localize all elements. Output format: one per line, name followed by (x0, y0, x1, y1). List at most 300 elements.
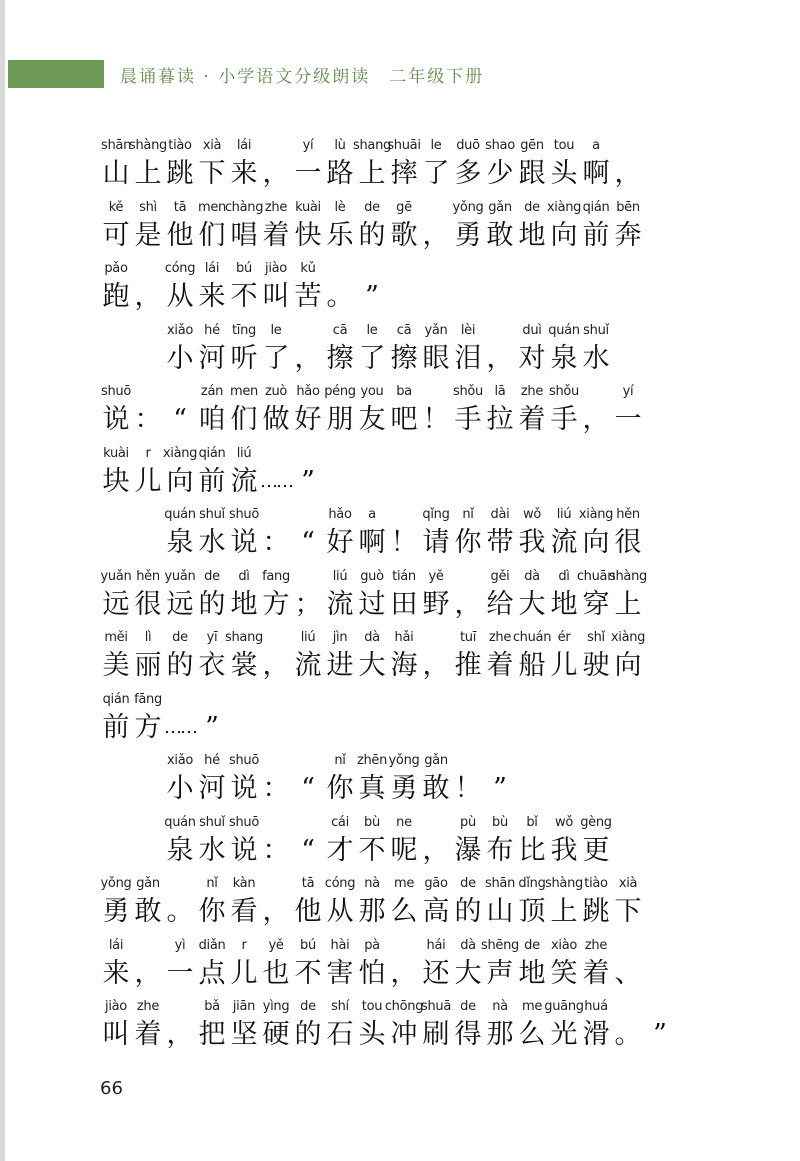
pinyin: shuō (228, 507, 259, 522)
pinyin: gǎn (488, 199, 512, 215)
ruby-char (356, 628, 388, 684)
pinyin: tīng (231, 322, 256, 338)
ruby-char (452, 751, 484, 807)
hanzi: 向 (582, 527, 610, 558)
ruby-char (612, 936, 644, 992)
ruby-char (132, 997, 164, 1053)
hanzi: 、 (614, 957, 642, 989)
hanzi: 滑 (582, 1019, 610, 1050)
hanzi: 不 (230, 281, 258, 312)
ruby-char (388, 505, 420, 561)
hanzi: 上 (358, 158, 386, 189)
pinyin: huá (584, 999, 608, 1014)
pinyin: shān (484, 876, 516, 891)
pinyin: a (368, 507, 376, 522)
ruby-char (580, 628, 612, 684)
pinyin: duō (456, 138, 480, 153)
ruby-char (196, 997, 228, 1053)
text-line (100, 321, 740, 383)
pinyin: chōng (384, 999, 424, 1014)
hanzi: 拉 (486, 404, 514, 435)
pinyin: ba (396, 384, 412, 399)
pinyin: zán (200, 384, 224, 399)
hanzi: 下 (614, 896, 642, 927)
hanzi: 笑 (550, 957, 578, 989)
ruby-char (516, 321, 548, 377)
ruby-char (164, 567, 196, 623)
ruby-char (452, 136, 484, 192)
hanzi: 的 (198, 588, 226, 620)
ruby-char (484, 751, 516, 807)
pinyin: yě (268, 937, 284, 953)
pinyin: gěi (490, 568, 510, 584)
hanzi: 进 (326, 650, 354, 681)
hanzi: 快 (294, 219, 322, 251)
pinyin: hài (330, 937, 350, 953)
ruby-char (516, 505, 548, 561)
hanzi: 跳 (166, 158, 194, 189)
ruby-char (580, 997, 612, 1053)
pinyin: fāng (134, 691, 162, 707)
ruby-char (324, 136, 356, 192)
ruby-char (548, 567, 580, 623)
hanzi: 水 (198, 527, 226, 558)
hanzi: 是 (134, 219, 162, 251)
pinyin: xià (202, 138, 222, 153)
hanzi: 裳 (230, 650, 258, 681)
hanzi: ， (486, 342, 514, 374)
hanzi: 地 (518, 219, 546, 251)
hanzi: 手 (454, 404, 482, 435)
hanzi: 呢 (390, 834, 418, 866)
pinyin: kuài (295, 199, 321, 215)
ruby-char (228, 936, 260, 992)
ruby-char (100, 198, 132, 254)
text-line (100, 874, 740, 936)
hanzi: 的 (454, 896, 482, 927)
ruby-char (228, 259, 260, 315)
ruby-char (580, 321, 612, 377)
pinyin: cóng (164, 261, 196, 276)
ruby-char (516, 997, 548, 1053)
ruby-char (228, 382, 260, 438)
pinyin: qián (102, 691, 130, 707)
hanzi: 你 (326, 773, 354, 804)
hanzi: 美 (102, 650, 130, 681)
hanzi: 小 (166, 773, 194, 804)
pinyin: xiàng (610, 630, 646, 645)
pinyin: shuō (228, 814, 259, 830)
hanzi: 大 (518, 588, 546, 620)
ruby-char (548, 198, 580, 254)
ruby-char (260, 505, 292, 561)
pinyin: guò (360, 568, 384, 584)
ruby-char (609, 567, 647, 623)
pinyin: me (521, 999, 543, 1014)
hanzi: 前 (582, 219, 610, 251)
ruby-char (100, 567, 132, 623)
pinyin: chuān (576, 568, 616, 584)
hanzi: 啊 (582, 158, 610, 189)
pinyin: bǐ (526, 814, 538, 830)
hanzi: 来 (230, 158, 258, 189)
ruby-char (129, 136, 167, 192)
hanzi: 给 (486, 588, 514, 620)
hanzi: 跟 (518, 158, 546, 189)
hanzi: 可 (102, 219, 130, 251)
hanzi: 奔 (614, 219, 642, 251)
pinyin: quán (548, 322, 580, 338)
ruby-char (228, 751, 260, 807)
ruby-char (356, 505, 388, 561)
pinyin: bēn (616, 199, 640, 215)
ruby-char (292, 813, 324, 869)
hanzi: ， (134, 281, 162, 312)
hanzi: 一 (166, 957, 194, 989)
pinyin: liú (556, 507, 572, 522)
hanzi: 不 (358, 834, 386, 866)
ruby-char (548, 136, 580, 192)
hanzi: 请 (422, 527, 450, 558)
hanzi: 苦 (294, 281, 322, 312)
ruby-char (132, 444, 164, 500)
hanzi: 我 (518, 527, 546, 558)
hanzi: 更 (582, 834, 610, 866)
pinyin: dà (524, 568, 540, 584)
ruby-char (516, 382, 548, 438)
hanzi: …… (260, 470, 292, 492)
hanzi: ： (262, 834, 290, 866)
ruby-char (612, 628, 644, 684)
hanzi: “ (301, 773, 315, 804)
ruby-char (132, 382, 164, 438)
ruby-char (484, 505, 516, 561)
ruby-char (420, 198, 452, 254)
ruby-char (484, 628, 516, 684)
hanzi: 地 (230, 588, 258, 620)
ruby-char (484, 198, 516, 254)
hanzi: 泉 (166, 527, 194, 558)
hanzi: 比 (518, 834, 546, 866)
pinyin: tā (173, 199, 187, 215)
header-color-bar (8, 60, 104, 88)
ruby-char (324, 382, 356, 438)
hanzi: 泉 (166, 834, 194, 866)
hanzi: 坚 (230, 1019, 258, 1050)
pinyin: de (524, 937, 540, 953)
text-line (100, 751, 740, 813)
hanzi: 从 (326, 896, 354, 927)
hanzi: ： (262, 773, 290, 804)
pinyin: de (460, 876, 476, 891)
ruby-char (260, 321, 292, 377)
hanzi: 看 (230, 896, 258, 927)
ruby-char (228, 813, 260, 869)
hanzi: 也 (262, 957, 290, 989)
ruby-char (356, 997, 388, 1053)
ruby-char (100, 936, 132, 992)
ruby-char (292, 936, 324, 992)
pinyin: zhēn (356, 753, 388, 768)
hanzi: 前 (198, 465, 226, 497)
ruby-char (324, 628, 356, 684)
pinyin: shang (225, 630, 263, 645)
hanzi: ： (262, 527, 290, 558)
hanzi: ， (454, 588, 482, 620)
pinyin: lái (236, 138, 252, 153)
ruby-char (580, 874, 612, 930)
ruby-char (260, 628, 292, 684)
ruby-char (388, 936, 420, 992)
text-line (100, 813, 740, 875)
ruby-char (164, 628, 196, 684)
hanzi: ， (422, 219, 450, 251)
hanzi: 那 (486, 1019, 514, 1050)
hanzi: …… (164, 716, 196, 738)
pinyin: shuō (100, 384, 131, 399)
pinyin: shuā (420, 999, 452, 1014)
pinyin: shí (331, 999, 349, 1014)
hanzi: ” (365, 281, 379, 312)
ruby-char (292, 198, 324, 254)
hanzi: 擦 (326, 342, 354, 374)
ruby-char (420, 813, 452, 869)
pinyin: zhe (488, 630, 512, 645)
ruby-char (388, 321, 420, 377)
hanzi: 过 (358, 588, 386, 620)
ruby-char (164, 874, 196, 930)
pinyin: me (393, 876, 415, 891)
pinyin: bǎ (204, 999, 220, 1014)
hanzi: ； (294, 588, 322, 620)
ruby-char (292, 505, 324, 561)
ruby-char (548, 628, 580, 684)
ruby-char (100, 382, 132, 438)
pinyin: dà (364, 630, 380, 645)
ruby-char (196, 690, 228, 746)
pinyin: hěn (136, 568, 160, 584)
pinyin: gèng (580, 814, 612, 830)
ruby-char (324, 259, 356, 315)
ruby-char (580, 382, 612, 438)
pinyin: yí (302, 138, 314, 153)
hanzi: 丽 (134, 650, 162, 681)
hanzi: 叫 (262, 281, 290, 312)
hanzi: 向 (166, 465, 194, 497)
hanzi: 一 (294, 158, 322, 189)
ruby-char (356, 259, 388, 315)
hanzi: 说 (230, 527, 258, 558)
pinyin: nǐ (462, 507, 474, 522)
ruby-char (452, 567, 484, 623)
pinyin: dà (460, 937, 476, 953)
ruby-char (512, 628, 552, 684)
pinyin: pù (460, 814, 476, 830)
ruby-char (356, 751, 388, 807)
pinyin: gē (396, 199, 412, 215)
hanzi: 歌 (390, 219, 418, 251)
hanzi: 手 (550, 404, 578, 435)
ruby-char (260, 136, 292, 192)
ruby-char (580, 936, 612, 992)
ruby-char (196, 444, 228, 500)
ruby-char (260, 198, 292, 254)
pinyin: kàn (232, 876, 256, 891)
ruby-char (164, 382, 196, 438)
ruby-char (196, 382, 228, 438)
ruby-char (484, 813, 516, 869)
hanzi: 驶 (582, 650, 610, 681)
ruby-char (164, 505, 196, 561)
pinyin: shǐ (587, 630, 605, 645)
ruby-char (228, 874, 260, 930)
ruby-char (324, 813, 356, 869)
pinyin: zhe (136, 999, 160, 1014)
ruby-char (132, 936, 164, 992)
ruby-char (324, 321, 356, 377)
hanzi: 推 (454, 650, 482, 681)
pinyin: tián (392, 568, 416, 584)
hanzi: 刷 (422, 1019, 450, 1050)
pinyin: dài (490, 507, 510, 522)
pinyin: tuī (459, 630, 477, 645)
ruby-char (452, 628, 484, 684)
text-line (100, 628, 740, 690)
hanzi: 摔 (390, 158, 418, 189)
pinyin: quán (164, 507, 196, 522)
ruby-char (132, 567, 164, 623)
pinyin: zhe (520, 384, 544, 399)
ruby-char (324, 505, 356, 561)
hanzi: 害 (326, 957, 354, 989)
pinyin: yě (428, 568, 444, 584)
pinyin: dì (238, 568, 250, 584)
ruby-char (452, 997, 484, 1053)
pinyin: lā (494, 384, 506, 399)
ruby-char (388, 136, 420, 192)
pinyin: dì (558, 568, 570, 584)
pinyin: shān (100, 138, 132, 153)
pinyin: yuǎn (164, 568, 196, 584)
ruby-char (324, 751, 356, 807)
hanzi: ” (653, 1019, 667, 1050)
pinyin: bú (300, 937, 316, 953)
ruby-char (164, 259, 196, 315)
hanzi: 好 (294, 404, 322, 435)
hanzi: 了 (262, 342, 290, 374)
hanzi: ： (134, 404, 162, 435)
hanzi: 穿 (582, 588, 610, 620)
pinyin: yǒng (452, 199, 484, 215)
hanzi: ！ (454, 773, 482, 804)
pinyin: hé (204, 753, 220, 768)
ruby-char (164, 813, 196, 869)
ruby-char (420, 136, 452, 192)
ruby-char (580, 505, 612, 561)
pinyin: bú (236, 261, 252, 276)
pinyin: gēn (520, 138, 544, 153)
hanzi: 向 (614, 650, 642, 681)
hanzi: 船 (518, 650, 546, 681)
pinyin: de (204, 568, 220, 584)
pinyin: kě (108, 199, 124, 215)
hanzi: 。 (326, 281, 354, 312)
ruby-char (612, 382, 644, 438)
pinyin: de (300, 999, 316, 1014)
text-line (100, 567, 740, 629)
hanzi: 得 (454, 1019, 482, 1050)
ruby-char (324, 567, 356, 623)
ruby-char (516, 813, 548, 869)
hanzi: 眼 (422, 342, 450, 374)
pinyin: hé (204, 322, 220, 338)
hanzi: 向 (550, 219, 578, 251)
hanzi: 吧 (390, 404, 418, 435)
ruby-char (100, 628, 132, 684)
hanzi: 勇 (102, 896, 130, 927)
pinyin: gǎn (424, 753, 448, 768)
ruby-char (260, 444, 292, 500)
hanzi: 的 (166, 650, 194, 681)
hanzi: 小 (166, 342, 194, 374)
ruby-char (100, 690, 132, 746)
hanzi: 他 (294, 896, 322, 927)
hanzi: 友 (358, 404, 386, 435)
pinyin: shàng (129, 138, 167, 153)
ruby-char (196, 567, 228, 623)
ruby-char (260, 751, 292, 807)
ruby-char (452, 936, 484, 992)
ruby-char (228, 136, 260, 192)
story-text-block (100, 136, 740, 1059)
hanzi: 泪 (454, 342, 482, 374)
pinyin: shàng (545, 876, 583, 891)
pinyin: yǎn (424, 322, 448, 338)
ruby-char (356, 936, 388, 992)
hanzi: 唱 (230, 219, 258, 251)
ruby-char (452, 382, 484, 438)
ruby-char (260, 813, 292, 869)
ruby-char (420, 628, 452, 684)
text-line (100, 505, 740, 567)
pinyin: a (592, 138, 600, 153)
hanzi: 真 (358, 773, 386, 804)
pinyin: ne (396, 814, 412, 830)
ruby-char (100, 259, 132, 315)
ruby-char (484, 382, 516, 438)
ruby-char (324, 997, 356, 1053)
hanzi: 河 (198, 342, 226, 374)
hanzi: 远 (102, 588, 130, 620)
ruby-char (100, 997, 132, 1053)
hanzi: “ (301, 834, 315, 866)
pinyin: tā (301, 876, 315, 891)
pinyin: wǒ (555, 814, 573, 830)
hanzi: 光 (550, 1019, 578, 1050)
pinyin: kuài (103, 445, 129, 461)
hanzi: 来 (198, 281, 226, 312)
ruby-char (580, 198, 612, 254)
hanzi: 水 (198, 834, 226, 866)
hanzi: ， (166, 1019, 194, 1050)
hanzi: 上 (134, 158, 162, 189)
ruby-char (164, 444, 196, 500)
pinyin: kǔ (300, 261, 316, 276)
pinyin: r (241, 937, 247, 953)
pinyin: pà (364, 937, 380, 953)
pinyin: diǎn (198, 937, 226, 953)
pinyin: bù (492, 814, 508, 830)
